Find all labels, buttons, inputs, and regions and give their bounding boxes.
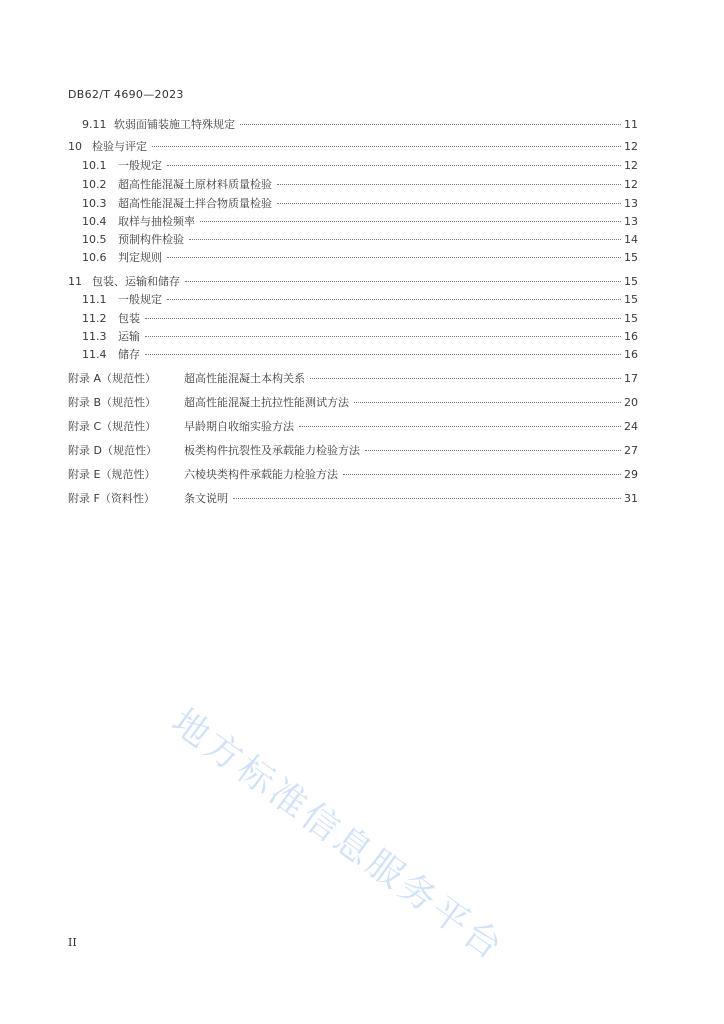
toc-entry-page: 24 <box>624 420 638 433</box>
toc-dot-leader <box>145 354 621 355</box>
toc-entry-title: 取样与抽检频率 <box>118 215 195 228</box>
toc-dot-leader <box>167 299 621 300</box>
toc-entry-page: 12 <box>624 159 638 172</box>
toc-dot-leader <box>310 378 621 379</box>
toc-entry-title: 包装 <box>118 312 140 325</box>
toc-entry[interactable] <box>68 138 638 156</box>
toc-dot-leader <box>189 239 621 240</box>
toc-entry-title: 一般规定 <box>118 293 162 306</box>
toc-entry-number: 11.2 <box>82 312 107 325</box>
toc-entry-page: 11 <box>624 118 638 131</box>
toc-dot-leader <box>365 450 621 451</box>
toc-dot-leader <box>185 281 621 282</box>
toc-dot-leader <box>277 184 621 185</box>
toc-appendix-entry[interactable] <box>68 370 638 388</box>
document-code-header: DB62/T 4690—2023 <box>68 88 184 101</box>
toc-entry[interactable] <box>82 116 638 134</box>
toc-entry-title: 运输 <box>118 330 140 343</box>
toc-entry-page: 13 <box>624 197 638 210</box>
toc-entry-title: 超高性能混凝土抗拉性能测试方法 <box>184 396 349 409</box>
toc-entry-number: 附录 D（规范性） <box>68 444 157 457</box>
toc-dot-leader <box>277 203 621 204</box>
toc-entry[interactable] <box>82 176 638 194</box>
toc-entry-page: 15 <box>624 251 638 264</box>
toc-entry-title: 检验与评定 <box>92 140 147 153</box>
toc-entry-page: 16 <box>624 330 638 343</box>
toc-entry-title: 超高性能混凝土本构关系 <box>184 372 305 385</box>
toc-appendix-entry[interactable] <box>68 394 638 412</box>
toc-entry-page: 15 <box>624 312 638 325</box>
toc-entry[interactable] <box>82 249 638 267</box>
toc-entry-page: 15 <box>624 293 638 306</box>
toc-appendix-entry[interactable] <box>68 442 638 460</box>
toc-appendix-entry[interactable] <box>68 490 638 508</box>
toc-entry-page: 15 <box>624 275 638 288</box>
toc-entry-page: 20 <box>624 396 638 409</box>
toc-entry[interactable] <box>82 195 638 213</box>
toc-entry-page: 14 <box>624 233 638 246</box>
toc-entry-number: 附录 E（规范性） <box>68 468 156 481</box>
toc-entry-number: 10.5 <box>82 233 107 246</box>
toc-entry-title: 判定规则 <box>118 251 162 264</box>
toc-entry[interactable] <box>68 273 638 291</box>
toc-entry[interactable] <box>82 328 638 346</box>
toc-entry-page: 29 <box>624 468 638 481</box>
toc-entry-page: 13 <box>624 215 638 228</box>
toc-dot-leader <box>240 124 621 125</box>
toc-dot-leader <box>354 402 621 403</box>
toc-entry-number: 10.1 <box>82 159 107 172</box>
toc-dot-leader <box>145 336 621 337</box>
toc-dot-leader <box>233 498 621 499</box>
toc-dot-leader <box>167 257 621 258</box>
watermark-text: 地方标准信息服务平台 <box>164 701 512 970</box>
toc-entry-title: 软弱面铺装施工特殊规定 <box>114 118 235 131</box>
toc-entry-title: 条文说明 <box>184 492 228 505</box>
toc-appendix-entry[interactable] <box>68 418 638 436</box>
toc-entry-title: 预制构件检验 <box>118 233 184 246</box>
toc-dot-leader <box>167 165 621 166</box>
toc-entry[interactable] <box>82 157 638 175</box>
toc-entry-number: 10.3 <box>82 197 107 210</box>
toc-dot-leader <box>152 146 621 147</box>
toc-dot-leader <box>200 221 621 222</box>
toc-entry-number: 10.6 <box>82 251 107 264</box>
toc-entry-page: 31 <box>624 492 638 505</box>
toc-entry-title: 包装、运输和储存 <box>92 275 180 288</box>
page-number-footer: II <box>68 936 77 949</box>
toc-entry-number: 11.3 <box>82 330 107 343</box>
toc-dot-leader <box>145 318 621 319</box>
toc-entry-number: 附录 C（规范性） <box>68 420 157 433</box>
toc-entry[interactable] <box>82 231 638 249</box>
toc-entry-number: 9.11 <box>82 118 107 131</box>
toc-entry-title: 超高性能混凝土拌合物质量检验 <box>118 197 272 210</box>
toc-entry-page: 16 <box>624 348 638 361</box>
toc-entry-number: 11.1 <box>82 293 107 306</box>
toc-entry-number: 附录 A（规范性） <box>68 372 157 385</box>
toc-entry-page: 27 <box>624 444 638 457</box>
toc-entry-number: 10.4 <box>82 215 107 228</box>
toc-dot-leader <box>343 474 621 475</box>
toc-entry[interactable] <box>82 291 638 309</box>
toc-entry-title: 板类构件抗裂性及承载能力检验方法 <box>184 444 360 457</box>
toc-entry-title: 早龄期自收缩实验方法 <box>184 420 294 433</box>
toc-entry[interactable] <box>82 213 638 231</box>
toc-entry-number: 附录 B（规范性） <box>68 396 157 409</box>
toc-entry-title: 一般规定 <box>118 159 162 172</box>
toc-entry[interactable] <box>82 346 638 364</box>
toc-entry-number: 10 <box>68 140 82 153</box>
toc-entry-title: 六棱块类构件承载能力检验方法 <box>184 468 338 481</box>
toc-entry-title: 超高性能混凝土原材料质量检验 <box>118 178 272 191</box>
toc-entry-page: 12 <box>624 140 638 153</box>
toc-dot-leader <box>299 426 621 427</box>
toc-entry-page: 17 <box>624 372 638 385</box>
toc-entry-number: 附录 F（资料性） <box>68 492 155 505</box>
toc-entry-number: 11 <box>68 275 82 288</box>
toc-entry-page: 12 <box>624 178 638 191</box>
toc-entry-number: 11.4 <box>82 348 107 361</box>
toc-entry[interactable] <box>82 310 638 328</box>
toc-appendix-entry[interactable] <box>68 466 638 484</box>
toc-entry-number: 10.2 <box>82 178 107 191</box>
toc-entry-title: 储存 <box>118 348 140 361</box>
